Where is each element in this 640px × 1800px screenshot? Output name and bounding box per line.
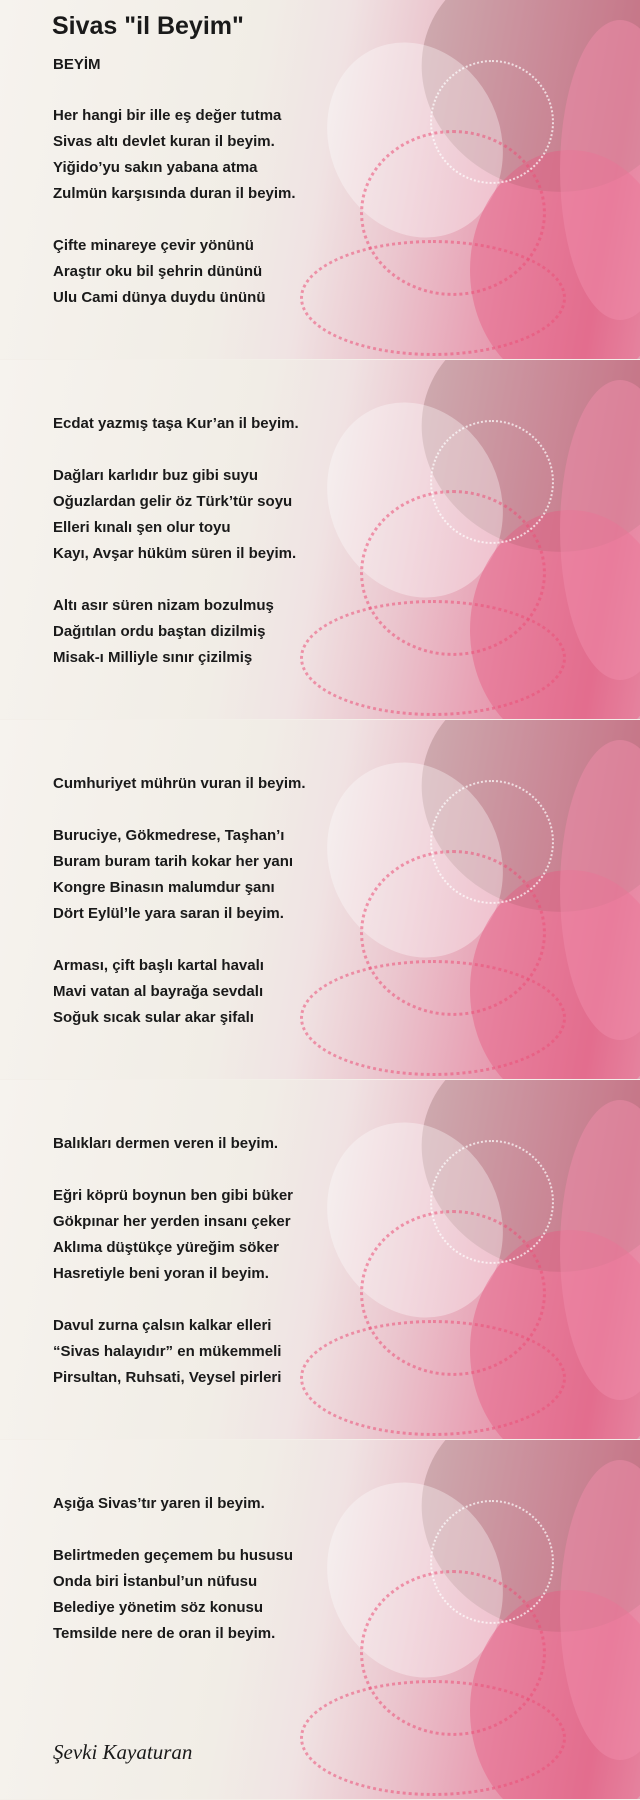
poem-line: Temsilde nere de oran il beyim. xyxy=(53,1625,276,1642)
poem-line: Balıkları dermen veren il beyim. xyxy=(53,1135,279,1152)
poem-line: Yiğido’yu sakın yabana atma xyxy=(53,159,258,176)
poem-line: Altı asır süren nizam bozulmuş xyxy=(53,597,274,614)
poem-line: Aşığa Sivas’tır yaren il beyim. xyxy=(53,1495,265,1512)
poem-line: Pirsultan, Ruhsati, Veysel pirleri xyxy=(53,1369,282,1386)
poem-line: Çifte minareye çevir yönünü xyxy=(53,237,254,254)
poem-line: Davul zurna çalsın kalkar elleri xyxy=(53,1317,272,1334)
poem-line: Araştır oku bil şehrin dününü xyxy=(53,263,263,280)
poem-line: Hasretiyle beni yoran il beyim. xyxy=(53,1265,269,1282)
poem-line: Cumhuriyet mührün vuran il beyim. xyxy=(53,775,306,792)
poem-line: Zulmün karşısında duran il beyim. xyxy=(53,185,296,202)
poem-line: Buruciye, Gökmedrese, Taşhan’ı xyxy=(53,827,285,844)
poem-line: Ecdat yazmış taşa Kur’an il beyim. xyxy=(53,415,299,432)
poem-line: Dağıtılan ordu baştan dizilmiş xyxy=(53,623,266,640)
poem-author: Şevki Kayaturan xyxy=(53,1740,193,1764)
poem-line: Mavi vatan al bayrağa sevdalı xyxy=(53,983,264,1000)
poem-line: Eğri köprü boynun ben gibi büker xyxy=(53,1187,294,1204)
poem-line: Buram buram tarih kokar her yanı xyxy=(53,853,294,870)
poem-line: Oğuzlardan gelir öz Türk’tür soyu xyxy=(53,493,293,510)
poem-line: Belirtmeden geçemem bu hususu xyxy=(53,1547,294,1564)
poem-line: Belediye yönetim söz konusu xyxy=(53,1599,264,1616)
poem-line: Dört Eylül’le yara saran il beyim. xyxy=(53,905,284,922)
poem-line: Kayı, Avşar hüküm süren il beyim. xyxy=(53,545,297,562)
poem-title: Sivas "il Beyim" xyxy=(52,12,244,40)
poem-line: Gökpınar her yerden insanı çeker xyxy=(53,1213,291,1230)
poem-line: Ulu Cami dünya duydu ününü xyxy=(53,289,266,306)
poem-line: Misak-ı Milliyle sınır çizilmiş xyxy=(53,649,253,666)
poem-line: Onda biri İstanbul’un nüfusu xyxy=(53,1573,258,1590)
poem-subtitle: BEYİM xyxy=(53,56,101,73)
poem-line: Soğuk sıcak sular akar şifalı xyxy=(53,1009,254,1026)
poem-line: Aklıma düştükçe yüreğim söker xyxy=(53,1239,279,1256)
poem-line: Sivas altı devlet kuran il beyim. xyxy=(53,133,275,150)
poem-line: Arması, çift başlı kartal havalı xyxy=(53,957,264,974)
poem-line: Elleri kınalı şen olur toyu xyxy=(53,519,231,536)
poem-line: Her hangi bir ille eş değer tutma xyxy=(53,107,282,124)
poem-line: Dağları karlıdır buz gibi suyu xyxy=(53,467,259,484)
poem-line: Kongre Binasın malumdur şanı xyxy=(53,879,275,896)
poem-line: “Sivas halayıdır” en mükemmeli xyxy=(53,1343,282,1360)
